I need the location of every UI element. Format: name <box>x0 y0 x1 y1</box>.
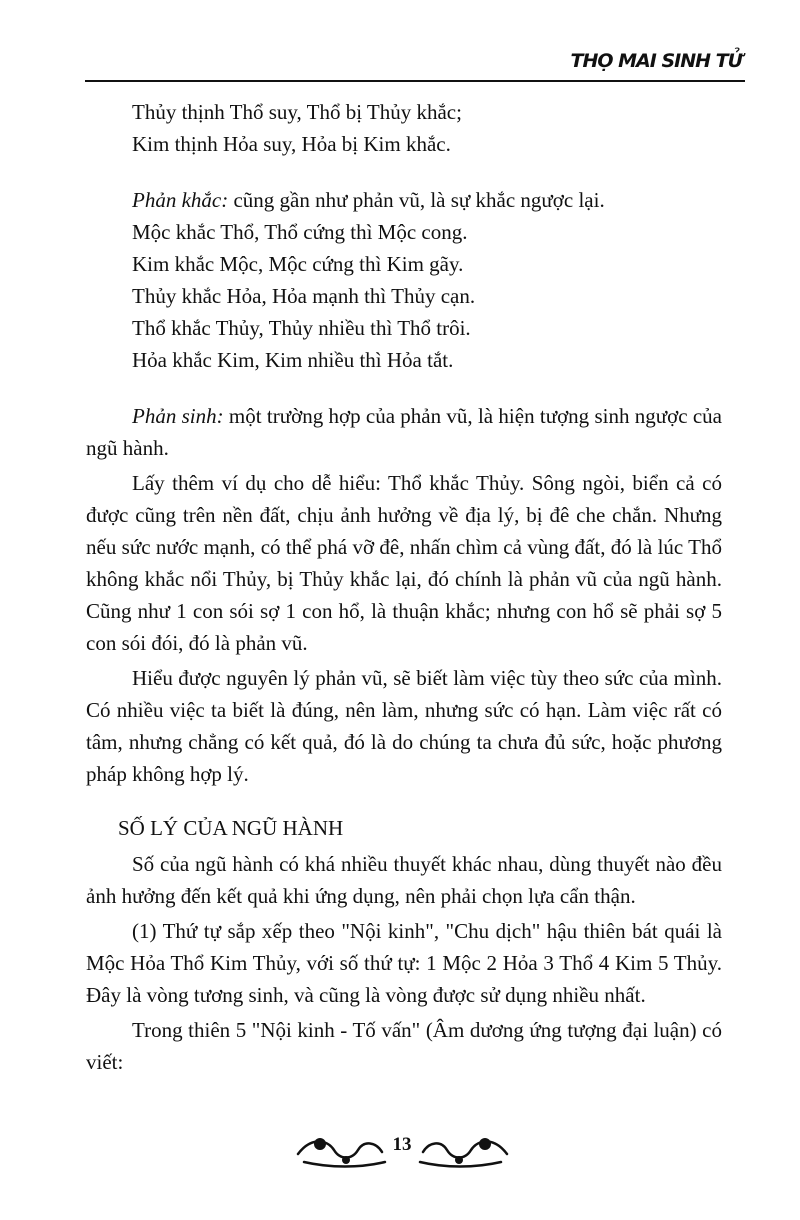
header-rule <box>85 80 745 82</box>
body-paragraph: Hiểu được nguyên lý phản vũ, sẽ biết làm việc tùy theo sức của mình. Có nhiều việc ta biết là đúng, nên làm, nhưng sức có hạn. Làm việc rất có tâm, nhưng chẳng có kết quả, đó là do chúng ta chưa đủ sức, hoặc phương pháp không hợp lý. <box>86 666 722 786</box>
page-content <box>86 96 722 1078</box>
verse-line: Kim thịnh Hỏa suy, Hỏa bị Kim khắc. <box>132 132 451 156</box>
footer-scroll-left <box>298 1141 382 1157</box>
phan-sinh-label: Phản sinh: <box>132 404 224 428</box>
running-header-title: THỌ MAI SINH TỬ <box>570 50 742 72</box>
footer-scroll-right <box>423 1141 507 1157</box>
body-paragraph: Lấy thêm ví dụ cho dễ hiểu: Thổ khắc Thủy. Sông ngòi, biển cả có được cũng trên nền đất, chịu ảnh hưởng về địa lý, bị đê che chắn. Nhưng nếu sức nước mạnh, có thể phá vỡ đê, nhấn chìm cả vùng đất, đó là lúc Thổ không khắc nổi Thủy, bị Thủy khắc lại, đó chính là phản vũ của ngũ hành. Cũng như 1 con sói sợ 1 con hổ, là thuận khắc; nhưng con hổ sẽ phải sợ 5 con sói đói, đó là phản vũ. <box>86 471 722 655</box>
phan-khac-label: Phản khắc: <box>132 188 229 212</box>
section-heading: SỐ LÝ CỦA NGŨ HÀNH <box>118 816 344 840</box>
verse-line: Hỏa khắc Kim, Kim nhiều thì Hỏa tắt. <box>132 348 454 372</box>
footer-flourish <box>479 1138 491 1150</box>
verse-line: Thủy khắc Hỏa, Hỏa mạnh thì Thủy cạn. <box>132 284 476 308</box>
body-paragraph: Số của ngũ hành có khá nhiều thuyết khác nhau, dùng thuyết nào đều ảnh hưởng đến kết quả khi ứng dụng, nên phải chọn lựa cẩn thận. <box>86 852 722 908</box>
footer-ornament <box>290 1124 515 1172</box>
verse-line: Mộc khắc Thổ, Thổ cứng thì Mộc cong. <box>132 220 468 244</box>
body-paragraph: (1) Thứ tự sắp xếp theo "Nội kinh", "Chu dịch" hậu thiên bát quái là Mộc Hỏa Thổ Kim Thủy, với số thứ tự: 1 Mộc 2 Hỏa 3 Thổ 4 Kim 5 Thủy. Đây là vòng tương sinh, và cũng là vòng được sử dụng nhiều nhất. <box>86 919 722 1007</box>
phan-khac-line <box>132 184 722 216</box>
footer-flourish <box>342 1156 350 1164</box>
phan-sinh-paragraph <box>86 400 722 464</box>
verse-line: Thổ khắc Thủy, Thủy nhiều thì Thổ trôi. <box>132 316 471 340</box>
verse-line: Thủy thịnh Thổ suy, Thổ bị Thủy khắc; <box>132 100 462 124</box>
page-number: 13 <box>392 1134 412 1155</box>
footer-flourish <box>455 1156 463 1164</box>
phan-sinh-text: một trường hợp của phản vũ, là hiện tượng sinh ngược của ngũ hành. <box>86 404 723 460</box>
phan-khac-text: cũng gần như phản vũ, là sự khắc ngược lại. <box>228 188 605 212</box>
body-paragraph: Trong thiên 5 "Nội kinh - Tố vấn" (Âm dương ứng tượng đại luận) có viết: <box>86 1018 722 1074</box>
verse-line: Kim khắc Mộc, Mộc cứng thì Kim gãy. <box>132 252 464 276</box>
footer-flourish <box>314 1138 326 1150</box>
